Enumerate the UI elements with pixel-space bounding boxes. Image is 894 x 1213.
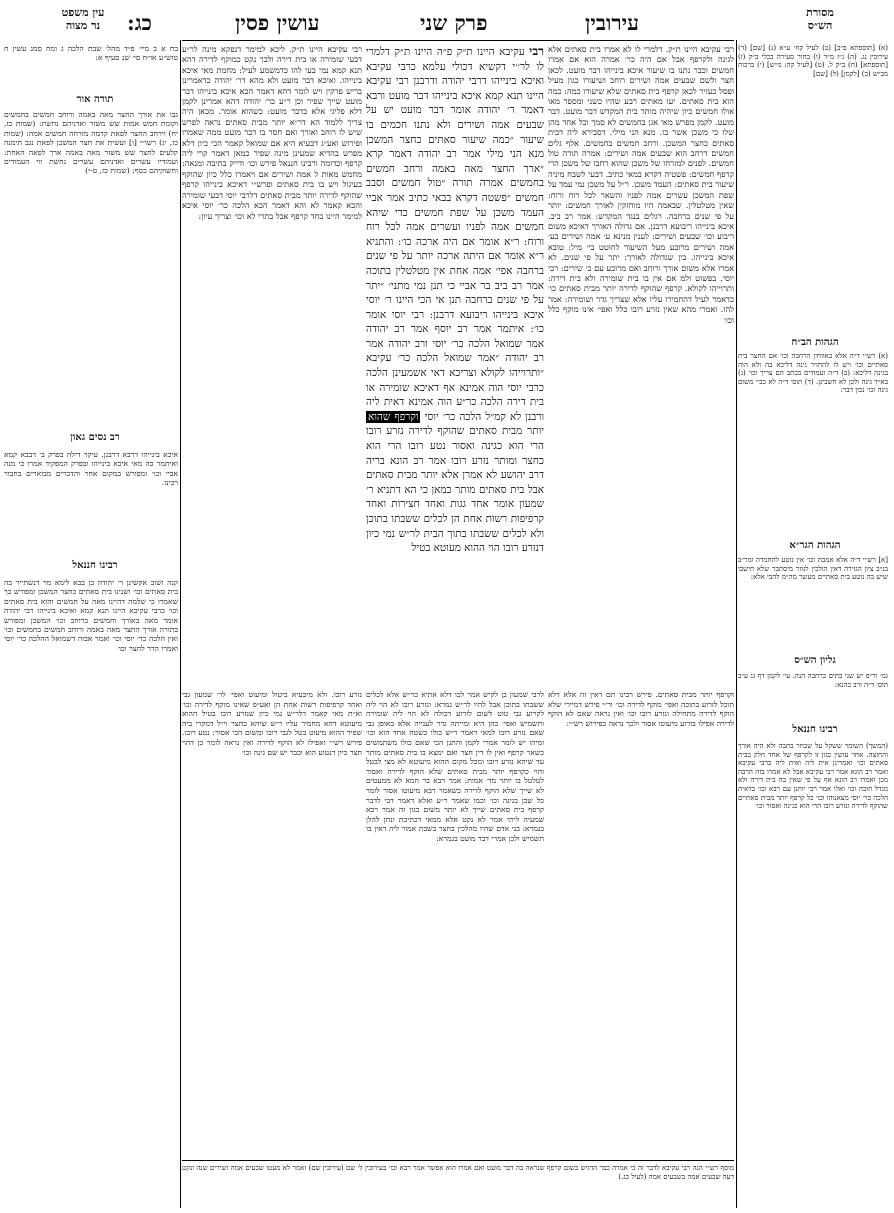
- tractate-title: עירובין: [585, 10, 640, 35]
- tosafot-text-4: נזרע רובו. ולא מיבעיא ביטול ומיעוט ואפי׳ לר׳ שמעון גבי ואחד קרפיפות רשות אחת הן ואע״פ שאינו מוקף לדירה וכו׳ וא״ת מאי קאמר דלר״ש נמי כיון שנזרע רובו בטיל ההוא מיעוטא דהא מחמיר עליו ר״ש שיהא כחצר וי״ל דמקרי ביה שפיר ההוא מיעוט בטל לגבי רובו ומשום הכי אסור:: [182, 690, 362, 738]
- tosafot-text-3: וקרפף יותר מבית סאתים. פירש רבינו תם דאין זה אלא דלא תוכל לזרוע בתוכה ואפי׳ מוקף לדירה וכו׳ ור״י פירש דמיירי שלא הוקף לדירה מתחילה ונזרע רובו וכו׳ ואין נראה שאם לא הוקף לדירה אפילו בזרוע מיעוטו אסור ולכך נראה כפירוש רש״י:: [548, 690, 734, 728]
- tosafot-text-1: רבי עקיבא היינו ת״ק. ליכא למימר דנפקא מינה לר״ע דבעי שומירה או בית דירה ולכך נקט כמוקף לדירה דהא תנא קמא נמי בעי להו כדמשמע לעיל: מחמת מאי איכא בינייהו. ואיכא דבר מועט ולא מהא דר׳ יהודה כדאמרינן בריש פרקין ויש לומר דהא דאמר הכא איכא בינייהו דבר מועט שייך שפיר וכן ר״ע כר׳ יהודה דהא אמרינן לקמן דלא פליגי אלא בדבר מועט: כשהוא אומר. מכאן היה צריך ללמוד הא דר״א יותר מבית סאתים נראה לפרש שיש לו רוחב ואורך ואם חסר בו דבר מועט ממה שאמרו ופירוש ואע״ג דבעיא היא אם שמואל קאמר הכי כיון דלא מפרש בהדיא שמעינן מינה שפיר כמאן דאמר קרי ליה קרפף וכדומה ורבינו חננאל פירש וכו׳: [182, 44, 362, 169]
- tosafot-text-5: נטע רובו. פירש רש״י ואפילו לא הוקף לדירה ואין נראה לומר כן דהוי חצר כיון דנטוע הוא וכבר יש שם גינה וכו׳: [182, 728, 362, 757]
- masoret-hashas-header: [785, 6, 855, 32]
- rav-nissim-text: איכא בינייהו דרבא דרבנן. עיקר דילה בפרק ב׳ דבבא קמא ואיתמר בה מאי איכא בינייהו ובפרק המפקיד אמרו כי מנה אביי וכו׳ ומפורש במקום אחר והדברים מבוארים בחבור רבינו.: [4, 450, 178, 488]
- hashas-label: הש״ס: [807, 19, 833, 32]
- rabbeinu-chananel-title: רבינו חננאל: [72, 560, 118, 571]
- rabbeinu-chananel2-text: (המשך) השומר ששקל על שבחר בתבה ולא היה אורך והחוצה. אחר עושין כגון זו לקרפף של אחד חלק בבית סאתים וכו׳ ואמרינן אית ליה ואית ליה כרבי עקיבא ואמר רב הונא אמר רבי עקיבא אבל לא אמרו בזה הרבה מכן ואמרו רב הונא אף על פי שאין בה בית דירה ולא מגדל חובה וכו׳ ואלו אמר רבי יוחנן עם רבא וכו׳ בדאית הלכה כר׳ יוסי מצאנוהו וכו׳ כל קרפף יותר מבית סאתיים שהוקף לדירה ונזרע רובו הרי הוא כגינה ואסור וכו׳: [738, 742, 888, 811]
- gilyon-title: גליון הש״ס: [794, 655, 836, 666]
- page-number: כג:: [127, 10, 152, 35]
- gemara-text-1: עקיבא היינו ת״ק פ״ה היינו ת״ק דלמרי לו לר׳׳י דקשיא דכולי עלמא כרבי עקיבא ואיכא בינייהו דרבי יהודה ודרבנן: [366, 46, 544, 88]
- masoret-text: (א) [תוספתא פ״ב] (ב) לעיל קח׳ ע״א (ג) [שם] (ד) עירובין נג. (ה) ג״ז מ״ד (ו) בחור סעירה בכלי ב״ק (ז) [תוספתא] (ח) ב״ק ל. (ט) [לעיל קה: מ״ש] (י) ברכות מב״ש (כ) [לקמן] (ל) [שם]: [738, 44, 888, 78]
- gemara-text-2: רבי עקיבא היינו תנא קמא איכא בינייהו דבר מועט ורבא דאמר ר׳ יהודה אומר דבר מועט יש על שבעים אמה ושירים ולא נתנו חכמים בו שיעור ״כמה שיעור סאתים כחצר המשכן מנא הני מילי אמר רב יהודה דאמר קרא ״ארך החצר מאה באמה ורחב חמשים בחמשים אמרה תורה ״טול חמשים וסבב חמשים ״פשטה דקרא בבאי כתיב אמר אביי העמד משכן על שפת חמשים כדי שיהא חמשים אמה לפניו ועשרים אמה לכל רוח ורוח: ר״א אומר אם היה ארכה כו׳: והתניא ר״א אומר אם היתה ארכה יותר על פי שנים ברחבה אפי׳ אמה אחת אין מטלטלין בתוכה אמר רב ביב בר אביי כי תנן נמי מתני׳ ״יתר על פי שנים ברחבה תנן אי הכי היינו ר׳ יוסי איכא בינייהו ריבועא דרבנן: רבי יוסי אומר כו׳: איתמר אמר רב יוסף אמר רב יהודה אמר שמואל הלכה כר׳ יוסי ורב יהודה אמר רב יהודה ״אמר שמואל הלכה כר׳ עקיבא ״ותרוייהו לקולא וצריכא דאי אשמעינן הלכה כרבי יוסי הוה אמינא אף דאיכא שומירה או בית דירה הלכה כר״ע הוה אמינא דאית ליה ורבנן לא קמ״ל הלכה כר׳ יוסי: [366, 75, 544, 423]
- hagahot-gra-text: [א] רש״י ד״ה אלא אמבת וכו׳ אין נוטע להחמדה ומר״ב בנ״ב ציון הגזירה דאין הולכין לגוזר מיסתבר שלא חישבו שיש בה נוטע בית סאתיים מעשר מה״מ להבי אלא:: [738, 556, 888, 582]
- ner-mitzva-label: נר מצוה: [65, 19, 101, 32]
- rabbeinu-chananel-text: קנה ושוב אקשינן ר׳ יהודה בן בבא לימא מר דנשתייר בה בית סאתים וכו׳ ושנינו בית סאתים כחצר המשכן ומפורש כך שאמרו כי שלמה דהיינו מאה על חמשים והוא בית סאתים וכו׳ כרבי עקיבא היינו תנא קמא ואיכא בינייהו רבי יהודה אומר מאה באורך וחמשים ברוחב וכו׳ המשכן ומפורש בתורה אורך החצר מאה באמה ורוחב חמשים בחמשים וכו׳ ואין הלכה כר׳ יוסי וכו׳ ואמר אבוה דשמואל ההלכה כר׳ יוסי ואמרו הדר לחצר וכו׳: [4, 578, 178, 653]
- tosafot-bottom-1: לרבי שמעון בן לקיש אמר לכו דלא אתיא כר״ש אלא לכלים ששבתו בתוכן אבל להיו לר״ש גמרא: ונזרע רובו לא הוי ליה לקרוע גבי טוט לשום לזרוע דכולה לא הוי ליה שומירה ותשמיש ואפי׳ כהן היא ומייתה גדר לענייה אלא באופן גבי שאם נזרע רובו למאי דאמר ר״ש כולו כשטח אחד הוא וכו׳ ומיהו יש לומר אמרי לקמן והתנן הכי שאם כולו משתמשים כשאר קרפף ואין לו דין חצר ואם ימצא בו בית סאתים מותר עד שיהא נזרע רובו ומכל מקום ההוא מיעוטא לא מצי לבטל והוי כקרפף יותר מבית סאתים שלא הוקף לדירה ואסור לטלטל בו יותר מד׳ אמות:: [366, 690, 544, 786]
- gemara-column: [366, 44, 544, 684]
- rashi-text-2: שבעים ושירים: לענין מנינא ע׳ אמה ושירים בע׳ אמה ושירים מרובע מעל השיעור לחוטט בי׳ מיל: טובא איכא בינייהו. בין שגדולה לאורך: יתר על פי שנים. לא אמרו אלא משום אורך ורוחב ואם מרובע עם ב׳ שירים: רבי יוסי. בפשוט ולמ אם אין בו בית שומירה ולא בית דירה: ותרוייהו לקולא. קרפף שהוקף לדירה יותר מבית סאתים כו׳ כדאמר לעיל דהחמירו עליו אלא שצריך גדר ושומירה: אמר להו. ואמרי מהא שאין נזרע רובו כלל ואפי׳ אינו מוקף כלל וכו׳: [548, 231, 734, 325]
- ein-mishpat-header: [52, 6, 114, 32]
- gilyon-text: גמ׳ ור״פ יש שני בתים ברחבה הנה. עי׳ לקמן דף נג ע״ב תוס׳ ד״ה ורב כהנא:: [738, 672, 888, 689]
- footer-text: מוסף רש״י הנה רבי עקיבא לדבר זה כי אמרה כבר הדגיש בשום קרפף שנראה בה דבר מועט ואם אמרו הוא אפשר אמר רבא וכו׳ בעירובין ל׳ שם (עירובין שם) ואמר לא מעטו שבעים אמה ושירים שנה ונקט דעה שבעים אמה בשבעים אמה (לעיל כג.): [182, 1164, 734, 1181]
- torah-or-text: גבו את אורך החצר מאה באמה ורוחב חמשים בחמשים וקומת חמש אמות שש משזר ואדניהם נחשת: (שמות כז, יח) וירחב החצר לפאת קדמה מזרחה חמשים אמה: (שמות כז, יג) רשו״י [ו] ועשית את חצר המשכן לפאת נגב תימנה קלעים לחצר שש משזר מאה באמה ארך לפאה האחת: ועמודיו עשרים ואדניהם עשרים נחשת ווי העמודים וחשוקיהם כסף: (שמות כז, ט-י): [4, 110, 178, 176]
- rashi-text-1: רבי עקיבא היינו ת״ק. דלמרי לו לא אמרו בית סאתים אלא לגינה ולקרפף אבל אם היה כר׳ אמרה הוא אם אמרו חמשים וכבר נתנו בו שיעור איכא בינייהו דבר מועט. לכאן חצר ולשם שבעים אמה ושירים רוחב ושיעורו כגון מעיל ופסל כעזיר לכאן קרפף בית סאתים שלא שיעורו כמה: כמה הוא בית סאתים. יעו מאתים רבע שהיו כשני ומספר מאו אולו חמשים כיון שיהיה מותר בית המקדש דבר מועט. דבר מועט. לקמן מפרש מאי אגן בחמשים לא סמך וכל אחד מהן שלו כי משכן אשר בו. מנא הני מילי. דסבירא ליה דבית סאתים כחצר המשכן. ורחב חמשים בחמשים. אלף גלים חמשים דרחב הוא שבעים אמה ושירים: אמרה תורה טול חמשים. לפנים למזרחו של משכן שהוא רחבו של משכן הרי קרפף חמשים: פשטיה דקרא במאי כתיב. דבעי לשבח מיניה שיעור בית סאתים: העמד משכן. ר״ל על משכן נמי עמד על שפת המשכן עשרים אמה לפניו והשאר לכל רוח ורוח: שאין מטלטלין. שבאמה היו מוחזקין לאורך חמשים: יותר על פי שנים ברחבה. רגלים בנגד המקדש: אמר רב ביב. איכא בינייהו ריבועא דרבנן. אם גדולה האורך דאיכא משום ריבוע וכו׳: [548, 44, 734, 242]
- right-margin-divider: [736, 40, 737, 1208]
- perek-title: פרק שני: [420, 10, 488, 35]
- chapter-title: עושין פסין: [235, 10, 320, 35]
- hagahot-gra-title: הגהות הגר״א: [789, 540, 841, 551]
- tosafot-lower-left: [182, 690, 362, 1150]
- tosafot-bottom-2: אמר רבא בר חמא לא ממעטים לא שייך שלא הוקף לדירה כשאמר רבא מיעוטו אסור לומר כל שכן בגינה וכו׳ וכמו שאמר ר״ע ואלא דאמר דבי לדבר קרפף בית סאתים שייך לא יותר משום כגון זה אמר רבא שמעיה ליתי אמר לא נקט אלא ממאי דכתיבת ונתן להלן בגמרא: בני אדם שהיו מהלכין בחצר בשבת אמור ליה דאין בו תשמיש ולכן אמרי דבר מועט בגמרא:: [366, 776, 544, 843]
- rav-nissim-title: רב נסים גאון: [70, 432, 120, 443]
- ein-mishpat-text: בח א ב מיי׳ פ״ד מהל׳ שבת הלכה ג ומח סמג עשין ח טוש״ע או״ח סי׳ שנ סעיף א:: [4, 44, 178, 63]
- gemara-text-3: יותר מבית סאתים שהוקף לדירה נזרע רובו הרי הוא כגינה ואסור נטע רובו הרי הוא כחצר ומותר נזרע רובו אמר רב הונא בריה דרב יהושע לא אמרן אלא יותר מבית סאתים אבל בית סאתים מותר כמאן כי הא דתניא ר׳ שמעון אומר אחד גגות ואחד חצירות ואחד קרפיפות רשות אחת הן לכלים ששבתו בתוכן ולא לכלים ששבתו בתוך הבית לר״ש נמי כיון דנזרע רובו הוי ההוא מעוטא בטיל: [366, 425, 544, 555]
- ein-mishpat-label: עין משפט: [61, 6, 105, 19]
- tosafot-column: [182, 44, 362, 674]
- rabbeinu-chananel2-title: רבינו חננאל: [792, 724, 838, 735]
- tosafot-lower-center: [366, 690, 544, 1150]
- rashi-lower: [548, 690, 734, 1150]
- header-divider: [182, 40, 734, 41]
- hagahot-bach-title: הגהות הב״ח: [791, 337, 839, 348]
- gemara-lead-word: רבי: [529, 44, 544, 58]
- rashi-column: [548, 44, 734, 674]
- torah-or-title: תורה אור: [76, 94, 114, 105]
- masoret-label: מסורת: [806, 6, 834, 19]
- hagahot-bach-text: (א) רש״י ד״ה אלא באווחין הרחבה וכו׳ אם החצר בית סאתיים וכו׳ ויש לו להחזיר גינה דליכא בה ולא הוה בגינה דליכא: (ב) ד״ה ועמודים בכתב הם צריך וכו׳ (ג) בא״ד גינה ולכן לא חשבינן. (ד) תוס׳ ד״ה לא כבי׳ משום גינה וכו׳ נכון דבר:: [738, 352, 888, 395]
- left-margin-divider: [180, 40, 181, 1208]
- tosafot-text-2: ודייק בתיבה ומנאה: מחמש מאות ל אמה ושירים אם ויאמרו כלל כיון שהוקף בעיגול ויש בו בית סאתים ופרש״י דאיכא בינייהו קרפף שהוקף לדירה יותר מבית סאתים דלרבי יוסי דבעי שומירה והכא קאמר לא והא דאמר הכא הלכה כר׳ יוסי איכא למימר היינו בחד קרפף אבל בתרי לא וכו׳ וצריך עיון:: [182, 158, 362, 221]
- gemara-inverted-heading: וקרפף שהוא: [368, 410, 419, 423]
- footer-divider: [182, 1160, 734, 1161]
